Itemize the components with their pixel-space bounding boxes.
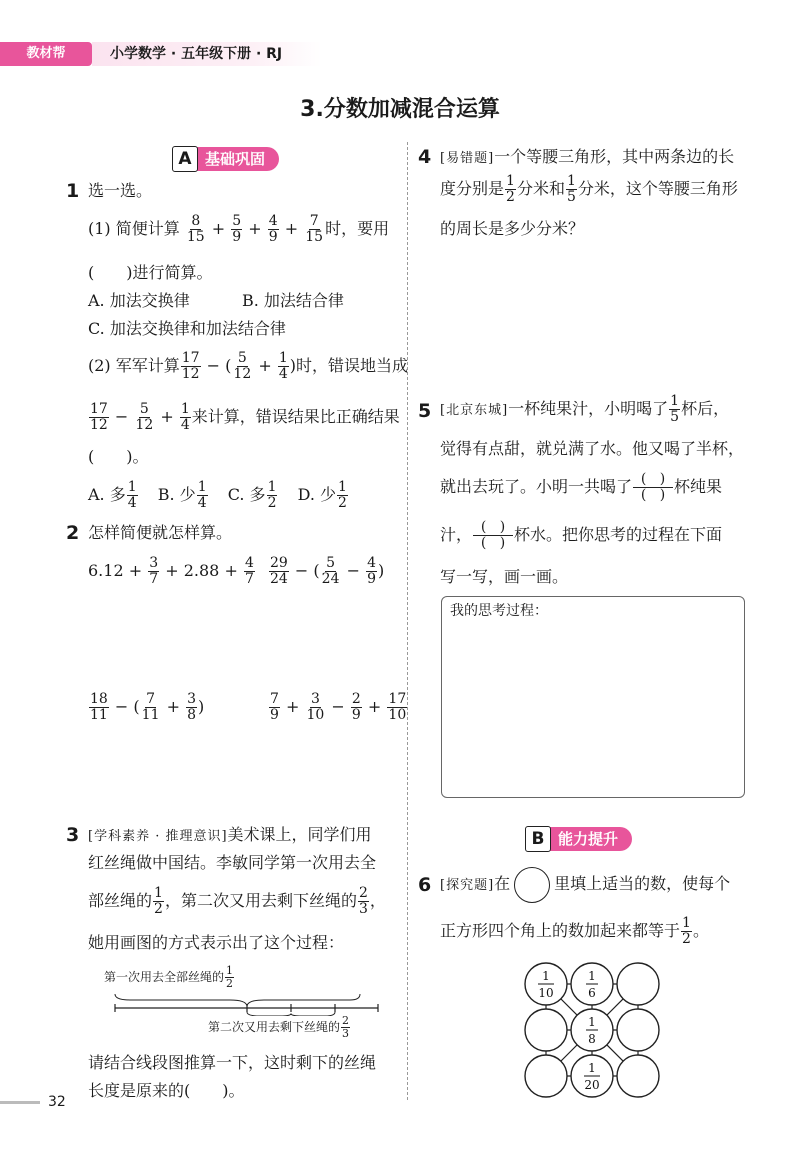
fraction: $\frac{4}{9}$ (367, 555, 376, 587)
fraction: $\frac{7}{9}$ (270, 691, 279, 723)
q1-p2-option-c: C. 多 (227, 485, 266, 504)
q6-l1a: 在 (494, 874, 511, 893)
q3-l3c: ， (369, 891, 386, 910)
q4-line1 (440, 146, 734, 170)
page-number: 32 (48, 1094, 66, 1110)
fraction: $\frac{1}{2}$ (154, 885, 163, 917)
grid-circle-blank[interactable] (617, 1009, 659, 1051)
fraction: $\frac{1}{2}$ (338, 479, 347, 511)
q3-line1 (88, 824, 372, 848)
q4-tag: [易错题] (440, 151, 495, 166)
q1-part2: (2) 军军计算 $\frac{17}{12}$ − ( $\frac{5}{12}$ + $\frac{1}{4}$ )时，错误地当成 (88, 350, 409, 382)
fraction: $\frac{5}{12}$ (135, 401, 154, 433)
q1-number: 1 (66, 180, 80, 202)
page-title: 3.分数加减混合运算 (300, 97, 500, 122)
fraction: $\frac{5}{24}$ (321, 555, 340, 587)
grid-circle-blank[interactable] (617, 1055, 659, 1097)
grid-num: 1 (542, 969, 550, 983)
q2-number: 2 (66, 522, 80, 544)
q3-number: 3 (66, 824, 80, 846)
q5-line3 (440, 470, 722, 504)
fraction: $\frac{2}{3}$ (358, 885, 368, 917)
circle-grid (520, 960, 665, 1100)
thinking-box[interactable] (441, 596, 745, 798)
q3-line6: 长度是原来的( )。 (88, 1081, 245, 1100)
fraction: $\frac{3}{10}$ (306, 691, 325, 723)
q5-l1b: 杯后， (681, 399, 730, 418)
fraction: $\frac{3}{8}$ (187, 691, 196, 723)
section-a-label: 基础巩固 (195, 147, 279, 171)
q3-l1: 美术课上，同学们用 (227, 825, 372, 844)
q6-l1b: 里填上适当的数，使每个 (554, 874, 731, 893)
q6-number: 6 (418, 874, 432, 896)
fraction: $\frac{2}{9}$ (351, 691, 361, 723)
fraction: $\frac{4}{7}$ (244, 555, 254, 587)
fraction: $\frac{7}{15}$ (305, 213, 324, 245)
column-divider (407, 142, 408, 1100)
fraction: $\frac{1}{2}$ (682, 915, 691, 947)
grid-den: 10 (538, 986, 554, 1000)
q1-p2-suffix: 时，错误地当成 (296, 356, 409, 375)
fraction: $\frac{5}{12}$ (233, 350, 252, 382)
fraction: $\frac{1}{4}$ (127, 479, 137, 511)
q5-line4 (440, 518, 722, 552)
blank-fraction[interactable]: $\frac{( )}{( )}$ (633, 472, 673, 503)
fraction: $\frac{3}{7}$ (149, 555, 159, 587)
section-a-badge (172, 146, 279, 172)
fraction: $\frac{17}{10}$ (388, 691, 407, 723)
q4-line2 (440, 172, 738, 206)
q1-p2-line3: ( )。 (88, 447, 149, 466)
q2-expr-3: $\frac{18}{11}$ − ( $\frac{7}{11}$ + $\frac{3}{8}$ ) (90, 691, 205, 723)
fraction: $\frac{5}{9}$ (232, 213, 242, 245)
q1-p1-suffix: 时，要用 (325, 219, 390, 238)
q6-l2b: 。 (692, 921, 709, 940)
footer-line (0, 1101, 40, 1104)
q5-l3a: 就出去玩了。小明一共喝了 (440, 477, 633, 496)
q5-l3b: 杯纯果 (674, 477, 723, 496)
grid-circle-blank[interactable] (617, 963, 659, 1005)
grid-circle-blank[interactable] (525, 1055, 567, 1097)
q1-text: 选一选。 (88, 181, 153, 200)
fraction: $\frac{1}{5}$ (670, 393, 680, 425)
fraction: $\frac{29}{24}$ (270, 555, 288, 587)
q6-tag: [探究题] (440, 878, 495, 893)
q2-e1a: 6.12 + (88, 561, 143, 580)
thinking-box-label: 我的思考过程： (450, 603, 548, 619)
q1-p2-line2-suffix: 来计算，错误结果比正确结果 (191, 407, 400, 426)
q5-line2: 觉得有点甜，就兑满了水。他又喝了半杯， (440, 439, 745, 458)
q5-l4b: 杯水。把你思考的过程在下面 (514, 525, 723, 544)
q1-p2-line2: $\frac{17}{12}$ − $\frac{5}{12}$ + $\frac{1}{4}$ 来计算，错误结果比正确结果 (90, 401, 400, 433)
fraction: $\frac{1}{2}$ (267, 479, 277, 511)
q1-p2-option-b: B. 少 (157, 485, 196, 504)
q1-option-a: A. 加法交换律 (88, 291, 190, 310)
grid-den: 6 (588, 986, 596, 1000)
q4-l1: 一个等腰三角形，其中两条边的长 (494, 147, 735, 166)
q1-part1: (1) 简便计算 $\frac{8}{15}$ + $\frac{5}{9}$ + $\frac{4}{9}$ + $\frac{7}{15}$ 时，要用 (88, 213, 390, 245)
section-b-letter: B (525, 826, 551, 852)
fraction: $\frac{7}{11}$ (141, 691, 160, 723)
q6-line2 (440, 914, 709, 948)
q3-diag2: 第二次又用去剩下丝绳的 (208, 1020, 341, 1034)
q3-diagram-label-2 (208, 1012, 351, 1042)
q4-l2b: 分米和 (516, 179, 565, 198)
q3-line4: 她用画图的方式表示出了这个过程： (88, 933, 345, 952)
grid-circle-blank[interactable] (525, 1009, 567, 1051)
q3-line3 (88, 884, 386, 918)
q3-diag1: 第一次用去全部丝绳的 (104, 970, 225, 984)
q3-line5: 请结合线段图推算一下，这时剩下的丝绳 (88, 1053, 377, 1072)
fraction: $\frac{1}{4}$ (180, 401, 190, 433)
q5-l4a: 汁， (440, 525, 473, 544)
q5-number: 5 (418, 400, 432, 422)
q1-p1-line2: ( )进行简算。 (88, 263, 213, 282)
fraction: $\frac{17}{12}$ (181, 350, 200, 382)
section-a-letter: A (172, 146, 198, 172)
q5-tag: [北京东城] (440, 403, 509, 418)
q2-e1b: + 2.88 + (165, 561, 238, 580)
q6-line1 (440, 866, 730, 904)
q1-p2-options (88, 478, 349, 512)
grid-num: 1 (588, 1015, 596, 1029)
q1-p2-prefix: (2) 军军计算 (88, 356, 180, 375)
fraction: $\frac{1}{2}$ (506, 173, 515, 205)
fraction: $\frac{18}{11}$ (90, 691, 108, 723)
blank-fraction[interactable]: $\frac{( )}{( )}$ (473, 520, 513, 551)
q5-line1 (440, 392, 729, 428)
q2-expr-4: $\frac{7}{9}$ + $\frac{3}{10}$ − $\frac{2}{9}$ + $\frac{17}{10}$ (270, 691, 407, 723)
q6-l2a: 正方形四个角上的数加起来都等于 (440, 921, 681, 940)
q1-p2-option-a: A. 多 (88, 485, 126, 504)
grid-den: 8 (588, 1032, 596, 1046)
fraction: $\frac{1}{4}$ (197, 479, 207, 511)
section-b-label: 能力提升 (548, 827, 632, 851)
q1-option-c: C. 加法交换律和加法结合律 (88, 319, 286, 338)
q4-number: 4 (418, 146, 432, 168)
fraction: $\frac{8}{15}$ (186, 213, 205, 245)
brand-logo: 教材帮 (0, 42, 92, 66)
q5-l1a: 一杯纯果汁，小明喝了 (508, 399, 669, 418)
q1-p1-prefix: (1) 简便计算 (88, 219, 180, 238)
grid-num: 1 (588, 1061, 596, 1075)
fraction: $\frac{2}{3}$ (342, 1014, 350, 1040)
book-series: 小学数学 · 五年级下册 · RJ (110, 46, 283, 62)
q1-p2-option-d: D. 少 (297, 485, 337, 504)
q3-diagram-label-1 (104, 962, 235, 992)
q3-l3a: 部丝绳的 (88, 891, 153, 910)
grid-den: 20 (584, 1078, 600, 1092)
brace-top (115, 994, 360, 1006)
q5-line5: 写一写，画一画。 (440, 567, 569, 586)
q1-option-b: B. 加法结合律 (242, 291, 344, 310)
fraction: $\frac{17}{12}$ (90, 401, 108, 433)
fraction: $\frac{1}{2}$ (226, 964, 234, 990)
q2-expr-2: $\frac{29}{24}$ − ( $\frac{5}{24}$ − $\frac{4}{9}$ ) (270, 555, 385, 587)
circle-icon (514, 867, 550, 903)
grid-num: 1 (588, 969, 596, 983)
section-b-badge (525, 826, 632, 852)
q2-expr-1 (88, 554, 256, 588)
fraction: $\frac{1}{5}$ (566, 173, 576, 205)
q2-text: 怎样简便就怎样算。 (88, 523, 233, 542)
q3-line2: 红丝绳做中国结。李敏同学第一次用去全 (88, 853, 377, 872)
q4-l2a: 度分别是 (440, 179, 505, 198)
fraction: $\frac{4}{9}$ (268, 213, 278, 245)
q4-line3: 的周长是多少分米？ (440, 219, 585, 238)
q3-l3b: ，第二次又用去剩下丝绳的 (164, 891, 357, 910)
fraction: $\frac{1}{4}$ (278, 350, 288, 382)
q4-l2c: 分米，这个等腰三角形 (577, 179, 738, 198)
q3-tag: [学科素养 · 推理意识] (88, 829, 228, 844)
